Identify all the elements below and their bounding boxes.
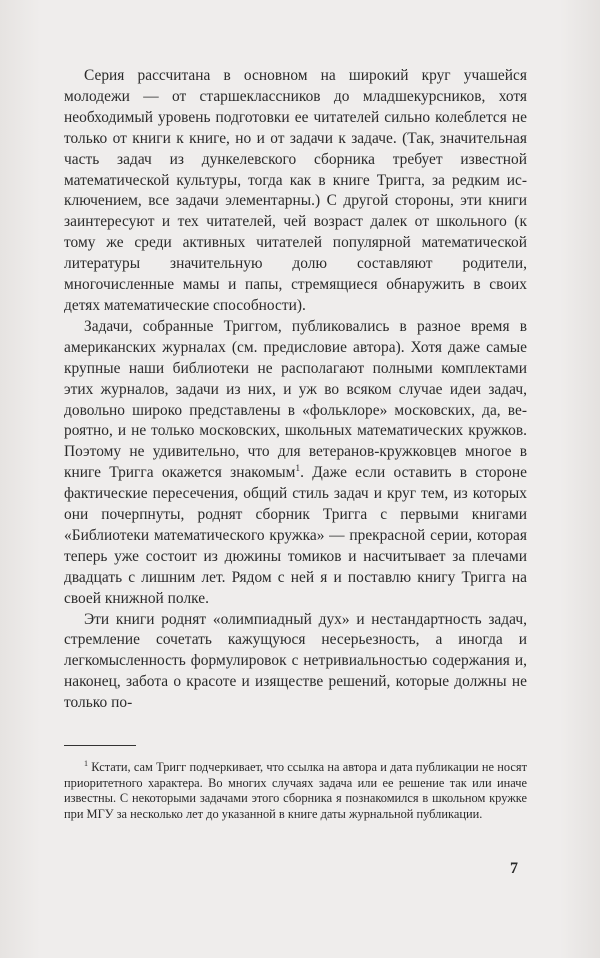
page-number: 7 xyxy=(510,860,518,877)
footnote-marker: 1 xyxy=(84,758,88,768)
paragraph-3: Эти книги роднят «олимпиадный дух» и нестандартность задач, стремление сочетать кажущуюся несерьезность, а иногда и легкомысленность формулировок с нетривиальностью содержания и, наконец, забота о красоте и изяществе решений, которые должны не только по- xyxy=(64,610,527,712)
paragraph-2-part-1: Задачи, собранные Триггом, публиковались в разное время в американских журналах (см. предисловие автора). Хотя даже самые крупные наши библиотеки не располагают полными комплектами этих журналов, задачи из них, и уж во всяком случае идеи задач, довольно широко представлены в «фольклоре» московских, да, вероятно, и не только московских, школьных математических кружков. Поэтому не удивительно, что для ветеранов-кружковцев многое в книге Тригга окажется знакомым xyxy=(64,317,527,482)
footnote-reference: 1 xyxy=(295,464,301,475)
paragraph-2-part-2: . Даже если оставить в стороне фактические пересечения, общий стиль задач и круг тем, из которых они почерпнуты, роднят сборник Тригга с первыми книгами «Библиотеки математического кружка» — прекрасной серии, которая теперь уже состоит из дюжины томиков и насчитывает за плечами двадцать с лишним лет. Рядом с ней я и поставлю книгу Тригга на своей книжной полке. xyxy=(64,464,527,607)
footnote-text-block xyxy=(64,760,527,823)
footnote-text: Кстати, сам Тригг подчеркивает, что ссылка на автора и дата публикации не носят приоритетного характера. Во многих случаях задача или ее решение так или иначе известны. С некоторыми задачами этого сборника я познакомился в школьном кружке при МГУ за несколько лет до указанной в книге даты журнальной публикации. xyxy=(64,760,527,822)
footnote-divider xyxy=(64,745,136,746)
footnote xyxy=(64,760,527,823)
main-text xyxy=(64,66,527,714)
paragraph-1: Серия рассчитана в основном на широкий круг учашейся молодежи — от старшеклассников до младшекурсников, хотя необходимый уровень подготовки ее читателей сильно колеблется не только от книги к книге, но и от задачи к задаче. (Так, значительная часть задач из дункелевского сборника требует известной математической культуры, тогда как в книге Тригга, за редким исключением, все задачи элементарны.) С другой стороны, эти книги заинтересуют и тех читателей, чей возраст далек от школьного (к тому же среди активных читателей популярной математической литературы значительную долю составляют родители, многочисленные мамы и папы, стремящиеся обнаружить в своих детях математические способности). xyxy=(64,67,527,314)
paragraph-2 xyxy=(64,317,527,610)
